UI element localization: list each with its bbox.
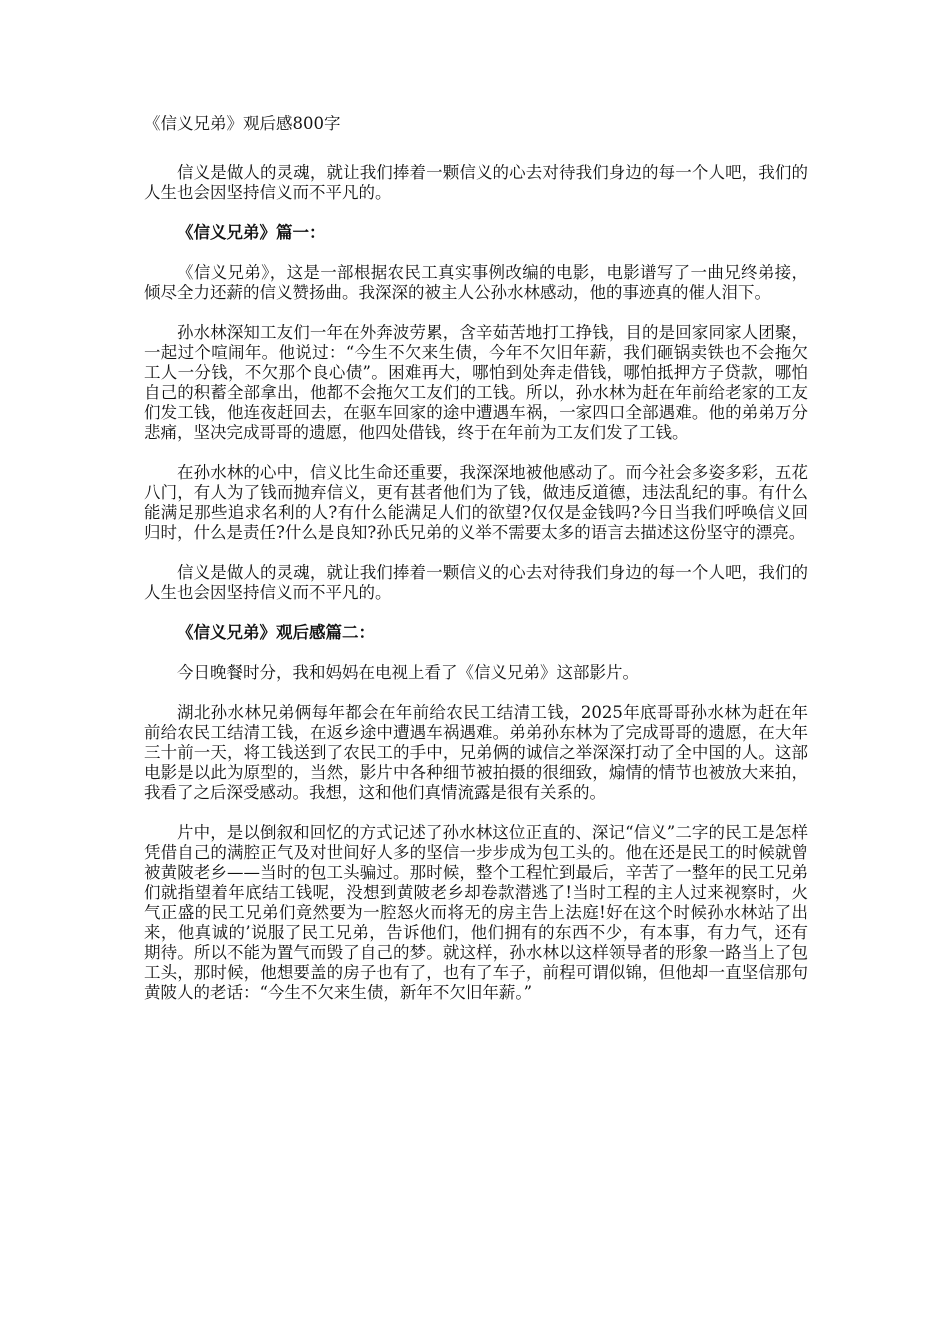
section-1-heading: 《信义兄弟》篇一： (177, 223, 326, 242)
section-2-paragraph-2: 湖北孙水林兄弟俩每年都会在年前给农民工结清工钱，2025年底哥哥孙水林为赶在年前给农民工结清工钱，在返乡途中遭遇车祸遇难。弟弟孙东林为了完成哥哥的遗愿，在大年三十前一天，将工钱送到了农民工的手中，兄弟俩的诚信之举深深打动了全中国的人。这部电影是以此为原型的，当然，影片中各种细节被拍摄的很细致，煽情的情节也被放大来拍，我看了之后深受感动。我想，这和他们真情流露是很有关系的。 (144, 703, 808, 802)
section-1-paragraph-1: 《信义兄弟》，这是一部根据农民工真实事例改编的电影，电影谱写了一曲兄终弟接，倾尽全力还薪的信义赞扬曲。我深深的被主人公孙水林感动，他的事迹真的催人泪下。 (144, 263, 808, 302)
intro-paragraph: 信义是做人的灵魂，就让我们捧着一颗信义的心去对待我们身边的每一个人吧，我们的人生也会因坚持信义而不平凡的。 (144, 163, 808, 202)
section-1-paragraph-3: 在孙水林的心中，信义比生命还重要，我深深地被他感动了。而今社会多姿多彩，五花八门，有人为了钱而抛弃信义，更有甚者他们为了钱，做违反道德，违法乱纪的事。有什么能满足那些追求名利的人?有什么能满足人们的欲望?仅仅是金钱吗?今日当我们呼唤信义回归时，什么是责任?什么是良知?孙氏兄弟的义举不需要太多的语言去描述这份坚守的漂亮。 (144, 463, 808, 542)
section-1-paragraph-4: 信义是做人的灵魂，就让我们捧着一颗信义的心去对待我们身边的每一个人吧，我们的人生也会因坚持信义而不平凡的。 (144, 563, 808, 602)
section-2-paragraph-1: 今日晚餐时分，我和妈妈在电视上看了《信义兄弟》这部影片。 (177, 663, 639, 682)
section-2-paragraph-3: 片中，是以倒叙和回忆的方式记述了孙水林这位正直的、深记“信义”二字的民工是怎样凭借自己的满腔正气及对世间好人多的坚信一步步成为包工头的。他在还是民工的时候就曾被黄陂老乡——当时的包工头骗过。那时候，整个工程忙到最后，辛苦了一整年的民工兄弟们就指望着年底结工钱呢，没想到黄陂老乡却卷款潜逃了!当时工程的主人过来视察时，火气正盛的民工兄弟们竟然要为一腔怒火而将无的房主告上法庭!好在这个时候孙水林站了出来，他真诚的’说服了民工兄弟，告诉他们，他们拥有的东西不少，有本事，有力气，还有期待。所以不能为置气而毁了自己的梦。就这样，孙水林以这样领导者的形象一路当上了包工头，那时候，他想要盖的房子也有了，也有了车子，前程可谓似锦，但他却一直坚信那句黄陂人的老话：“今生不欠来生债，新年不欠旧年薪。” (144, 823, 808, 1002)
document-title: 《信义兄弟》观后感800字 (144, 114, 341, 133)
section-1-paragraph-2: 孙水林深知工友们一年在外奔波劳累，含辛茹苦地打工挣钱，目的是回家同家人团聚，一起过个喧闹年。他说过：“今生不欠来生债，今年不欠旧年薪，我们砸锅卖铁也不会拖欠工人一分钱，不欠那个良心债”。困难再大，哪怕到处奔走借钱，哪怕抵押方子贷款，哪怕自己的积蓄全部拿出，他都不会拖欠工友们的工钱。所以，孙水林为赶在年前给老家的工友们发工钱，他连夜赶回去，在驱车回家的途中遭遇车祸，一家四口全部遇难。他的弟弟万分悲痛，坚决完成哥哥的遗愿，他四处借钱，终于在年前为工友们发了工钱。 (144, 323, 808, 442)
document-page (144, 114, 808, 1023)
section-2-heading: 《信义兄弟》观后感篇二： (177, 623, 375, 642)
